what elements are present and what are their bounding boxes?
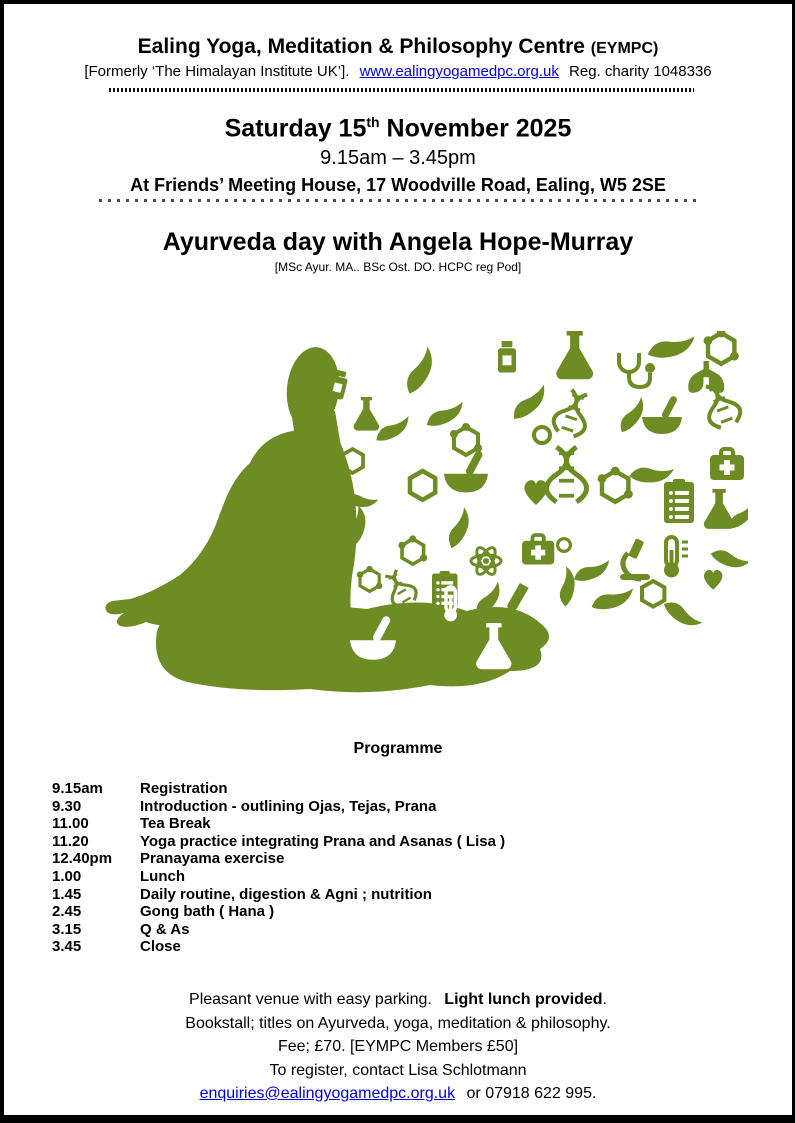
programme-activity: Lunch [140, 867, 185, 885]
benzene-ring-icon [410, 471, 435, 500]
org-title-text: Ealing Yoga, Meditation & Philosophy Centre [137, 35, 585, 58]
meditation-illustration [102, 331, 748, 701]
programme-row [52, 921, 772, 939]
flyer-footer [4, 988, 792, 1106]
workshop-header [4, 228, 792, 274]
mortar-pestle-icon [642, 395, 682, 434]
footer-line-bookstall: Bookstall; titles on Ayurveda, yoga, meditation & philosophy. [185, 1014, 611, 1032]
programme-row [52, 798, 772, 816]
programme-activity: Q & As [140, 920, 190, 938]
leaf-icon [615, 397, 648, 432]
footer-line-contact [4, 1082, 792, 1106]
programme-row [52, 868, 772, 886]
programme-row [52, 850, 772, 868]
programme-row [52, 938, 772, 956]
flask-icon [354, 397, 380, 431]
molecule-icon [598, 467, 633, 502]
flyer-header [4, 35, 792, 80]
event-date-suffix: November 2025 [379, 114, 572, 143]
workshop-credentials: [MSc Ayur. MA.. BSc Ost. DO. HCPC reg Pod] [274, 260, 522, 274]
programme-time: 1.00 [52, 867, 82, 885]
workshop-title: Ayurveda day with Angela Hope-Murray [162, 228, 634, 256]
programme-activity: Registration [140, 780, 228, 797]
email-link[interactable]: enquiries@ealingyogamedpc.org.uk [199, 1085, 456, 1102]
venue-note: Pleasant venue with easy parking. [189, 991, 432, 1008]
molecule-icon [357, 566, 383, 592]
programme-time: 11.00 [52, 815, 89, 833]
charity-number: Reg. charity 1048336 [569, 63, 712, 80]
leaf-icon [396, 346, 441, 393]
programme-time: 2.45 [52, 903, 82, 921]
programme-activity: Pranayama exercise [140, 850, 285, 868]
programme-activity: Daily routine, digestion & Agni ; nutrition [140, 885, 432, 903]
thermometer-icon [664, 537, 688, 578]
programme-list [52, 780, 772, 956]
org-title [4, 35, 792, 59]
footer-line-fee: Fee; £70. [EYMPC Members £50] [277, 1038, 519, 1055]
event-details [4, 114, 792, 196]
benzene-ring-icon [642, 581, 664, 607]
programme-activity: Introduction - outlining Ojas, Tejas, Prana [140, 797, 437, 815]
leaf-icon [574, 551, 610, 589]
dotted-divider-middle [99, 199, 697, 202]
event-date [4, 114, 792, 143]
molecule-icon [450, 423, 482, 455]
programme-activity: Yoga practice integrating Prana and Asanas ( Lisa ) [140, 832, 506, 850]
heart-icon [704, 570, 722, 590]
leaf-icon [664, 595, 703, 631]
programme-row [52, 903, 772, 921]
programme-time: 9.30 [52, 797, 82, 815]
microscope-icon [620, 538, 650, 580]
first-aid-kit-icon [522, 535, 554, 564]
programme-time: 1.45 [52, 885, 82, 903]
dna-icon [547, 447, 587, 502]
atom-icon [471, 545, 501, 577]
leaf-icon [376, 410, 409, 445]
molecule-icon [398, 535, 427, 564]
lunch-note: Light lunch provided [444, 991, 603, 1008]
dotted-divider-top [109, 88, 694, 92]
programme-time: 3.15 [52, 920, 82, 938]
footer-line-venue [4, 988, 792, 1012]
ayurveda-icon-cloud [327, 331, 748, 631]
meditating-person-silhouette [105, 345, 549, 693]
programme-time: 3.45 [52, 938, 82, 956]
leaf-icon [427, 394, 463, 433]
flask-icon [704, 489, 734, 529]
programme-heading: Programme [353, 740, 443, 757]
programme-activity: Gong bath ( Hana ) [140, 903, 275, 921]
leaf-icon [592, 576, 634, 620]
event-date-prefix: Saturday 15 [224, 114, 367, 143]
molecule-icon [704, 331, 739, 364]
programme-time: 12.40pm [52, 850, 113, 868]
programme-activity: Tea Break [140, 815, 211, 833]
ring-icon [558, 539, 571, 552]
first-aid-kit-icon [710, 449, 744, 480]
heart-icon [524, 480, 547, 505]
programme-activity: Close [140, 938, 181, 956]
leaf-icon [438, 507, 477, 548]
pill-bottle-icon [498, 341, 516, 373]
programme-time: 9.15am [52, 780, 103, 797]
programme-row [52, 815, 772, 833]
programme-row [52, 886, 772, 904]
event-time: 9.15am – 3.45pm [320, 147, 476, 170]
formerly-text: [Formerly ‘The Himalayan Institute UK’]. [84, 63, 350, 80]
org-title-suffix: (EYMPC) [590, 40, 659, 57]
event-date-ordinal: th [366, 114, 380, 130]
dna-icon [551, 387, 595, 439]
clipboard-icon [664, 479, 694, 523]
website-link[interactable]: www.ealingyogamedpc.org.uk [359, 63, 559, 80]
lunch-period: . [602, 991, 607, 1008]
ring-icon [534, 427, 550, 443]
programme-time: 11.20 [52, 832, 89, 850]
leaf-icon [730, 502, 748, 529]
test-tube-icon [506, 583, 529, 613]
footer-line-register: To register, contact Lisa Schlotmann [269, 1061, 527, 1079]
org-subtitle [4, 63, 792, 80]
leaf-icon [648, 331, 696, 370]
phone-number: or 07918 622 995. [466, 1085, 597, 1102]
stethoscope-icon [619, 353, 655, 387]
flask-icon [556, 331, 593, 379]
programme-row [52, 780, 772, 798]
event-venue: At Friends’ Meeting House, 17 Woodville Road, Ealing, W5 2SE [130, 175, 666, 196]
programme-row [52, 833, 772, 851]
leaf-icon [514, 385, 544, 419]
